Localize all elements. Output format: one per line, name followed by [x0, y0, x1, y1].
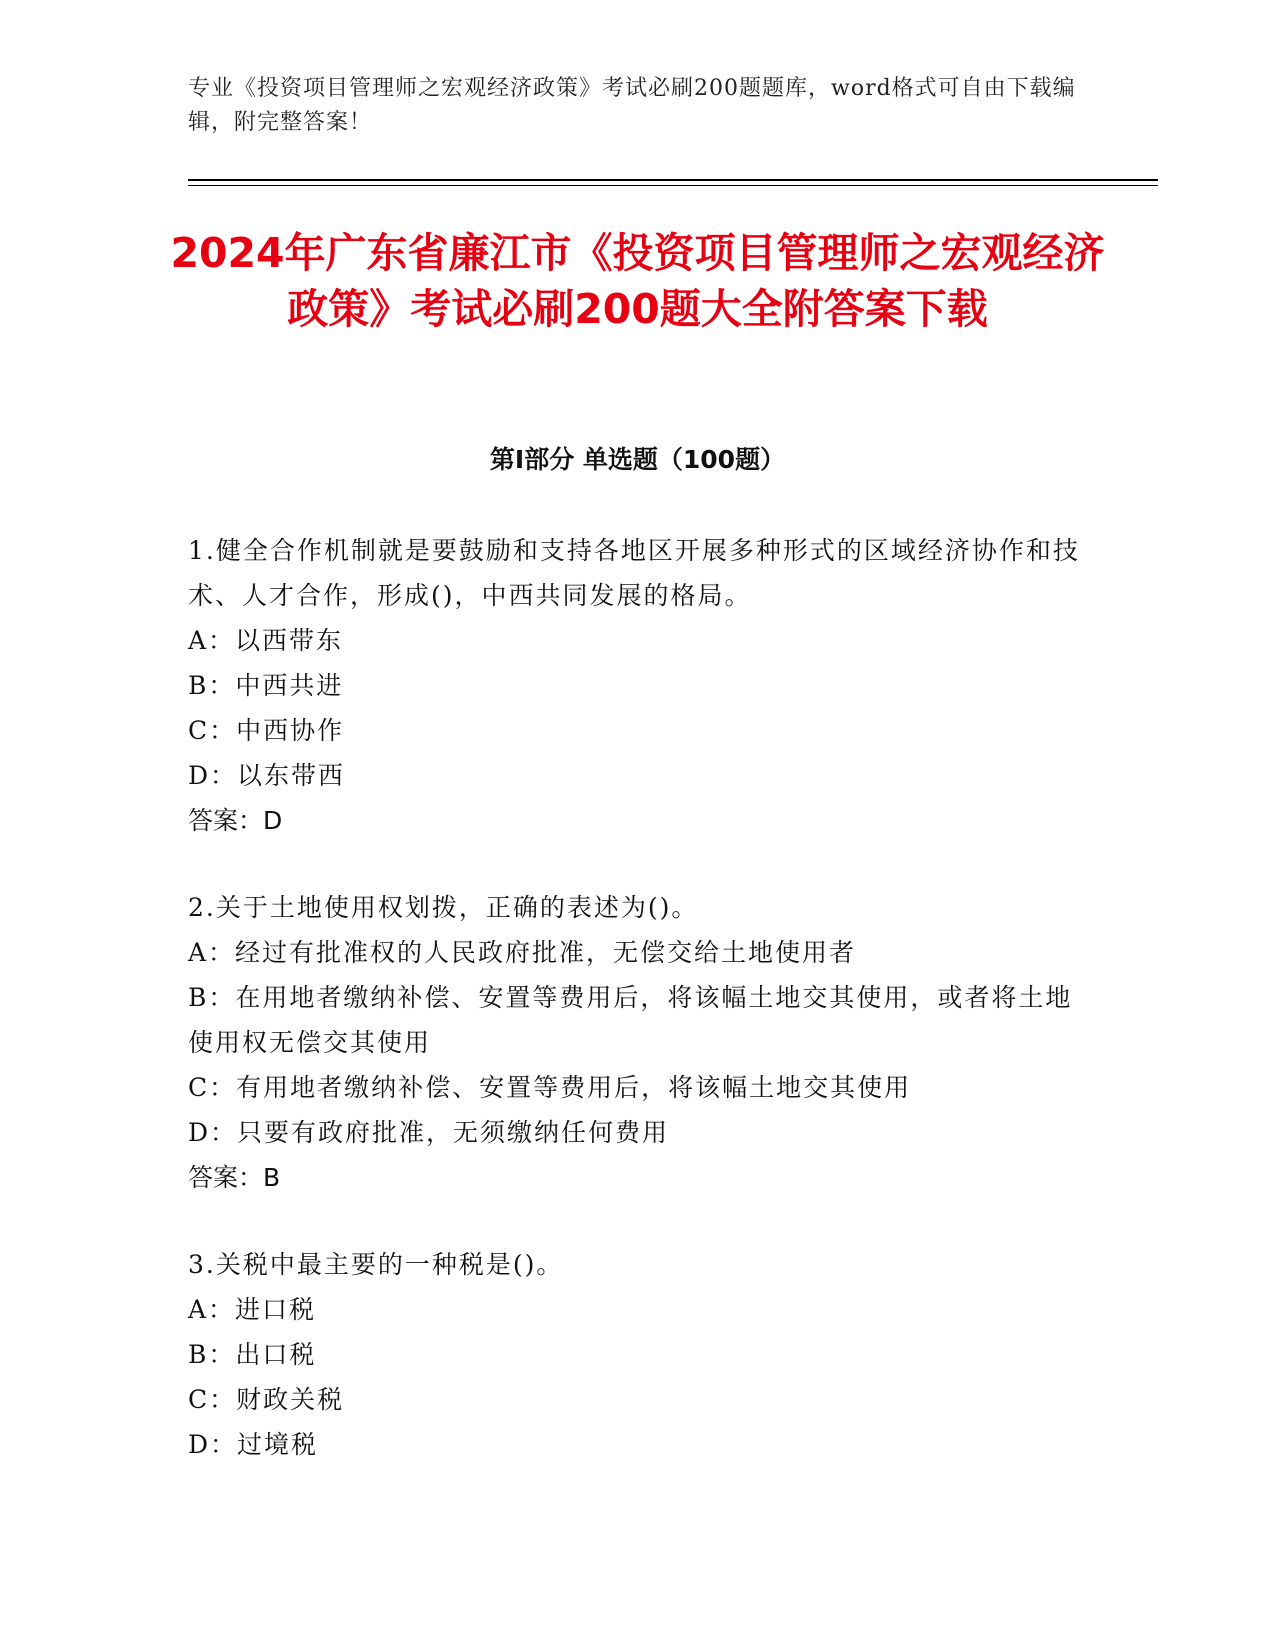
- option-b: B：出口税: [188, 1340, 317, 1369]
- option-a: A：以西带东: [188, 626, 344, 655]
- question-stem: 1.健全合作机制就是要鼓励和支持各地区开展多种形式的区域经济协作和技术、人才合作，形成()，中西共同发展的格局。: [188, 536, 1080, 610]
- option-d: D：以东带西: [188, 761, 346, 790]
- option-b: B：中西共进: [188, 671, 344, 700]
- option-b: B：在用地者缴纳补偿、安置等费用后，将该幅土地交其使用，或者将土地使用权无偿交其使用: [188, 983, 1073, 1057]
- question-list: [188, 528, 1088, 1509]
- question-1: [188, 528, 1088, 843]
- header-note: 专业《投资项目管理师之宏观经济政策》考试必刷200题题库，word格式可自由下载编辑，附完整答案！: [188, 76, 1076, 135]
- option-c: C：财政关税: [188, 1385, 345, 1414]
- question-stem: 3.关税中最主要的一种税是()。: [188, 1250, 564, 1279]
- document-title: 2024年广东省廉江市《投资项目管理师之宏观经济政策》考试必刷200题大全附答案下载: [170, 229, 1105, 333]
- answer-text: 答案：D: [188, 806, 283, 835]
- option-a: A：进口税: [188, 1295, 317, 1324]
- section-title: 第I部分 单选题（100题）: [489, 445, 786, 474]
- header-divider-thin: [188, 185, 1158, 186]
- answer-text: 答案：B: [188, 1163, 281, 1192]
- question-2: [188, 885, 1088, 1200]
- option-d: D：只要有政府批准，无须缴纳任何费用: [188, 1118, 670, 1147]
- header-divider-thick: [188, 179, 1158, 181]
- question-3: [188, 1242, 1088, 1467]
- option-c: C：中西协作: [188, 716, 345, 745]
- question-stem: 2.关于土地使用权划拨，正确的表述为()。: [188, 893, 699, 922]
- option-d: D：过境税: [188, 1430, 319, 1459]
- option-a: A：经过有批准权的人民政府批准，无偿交给土地使用者: [188, 938, 857, 967]
- option-c: C：有用地者缴纳补偿、安置等费用后，将该幅土地交其使用: [188, 1073, 912, 1102]
